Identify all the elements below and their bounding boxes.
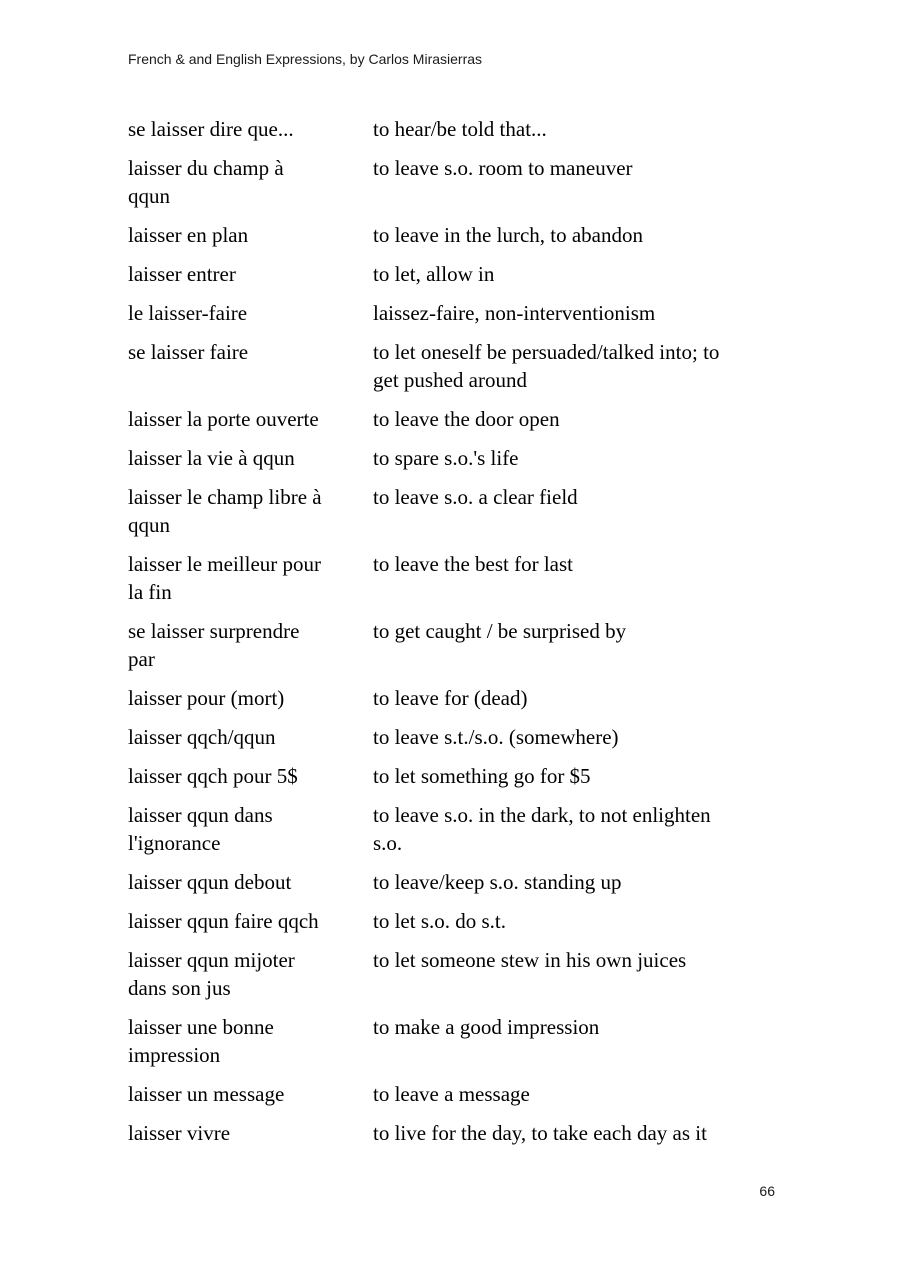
french-cell [128,684,373,712]
french-expression-line: laisser qqun dans [128,803,273,827]
english-cell [373,1013,813,1069]
expression-row [128,684,905,712]
expression-row [128,762,905,790]
expression-row [128,260,905,288]
english-cell [373,338,813,394]
french-cell [128,1080,373,1108]
english-translation-line: to leave s.t./s.o. (somewhere) [373,725,619,749]
english-cell [373,762,813,790]
english-translation-line: to leave the door open [373,407,560,431]
french-expression-line: laisser du champ à [128,156,284,180]
french-expression-line: l'ignorance [128,831,221,855]
expression-row [128,550,905,606]
french-cell [128,1119,373,1147]
english-translation-line: to get caught / be surprised by [373,619,627,643]
english-translation-line: get pushed around [373,368,527,392]
english-cell [373,1080,813,1108]
french-expression-line: se laisser faire [128,340,249,364]
french-expression-line: qqun [128,513,170,537]
expression-row [128,723,905,751]
french-cell [128,444,373,472]
french-expression-line: laisser qqun mijoter [128,948,295,972]
expression-row [128,221,905,249]
french-expression-line: laisser en plan [128,223,249,247]
english-translation-line: to spare s.o.'s life [373,446,519,470]
english-cell [373,154,813,210]
french-expression-line: laisser le champ libre à [128,485,322,509]
french-expression-line: par [128,647,155,671]
french-expression-line: qqun [128,184,170,208]
french-cell [128,1013,373,1069]
english-translation-line: to make a good impression [373,1015,600,1039]
expression-row [128,299,905,327]
english-translation-line: to let someone stew in his own juices [373,948,687,972]
english-cell [373,483,813,539]
french-expression-line: impression [128,1043,221,1067]
english-translation-line: s.o. [373,831,403,855]
french-cell [128,550,373,606]
expression-row [128,1080,905,1108]
french-expression-line: laisser une bonne [128,1015,274,1039]
english-translation-line: laissez-faire, non-interventionism [373,301,656,325]
english-translation-line: to leave/keep s.o. standing up [373,870,622,894]
french-expression-line: laisser la vie à qqun [128,446,295,470]
english-translation-line: to live for the day, to take each day as it [373,1121,707,1145]
expression-row [128,907,905,935]
english-translation-line: to leave the best for last [373,552,574,576]
english-cell [373,260,813,288]
expressions-list [128,115,905,1147]
expression-row [128,154,905,210]
expression-row [128,946,905,1002]
english-translation-line: to leave a message [373,1082,530,1106]
french-cell [128,762,373,790]
french-cell [128,154,373,210]
english-translation-line: to leave s.o. a clear field [373,485,578,509]
expression-row [128,617,905,673]
french-expression-line: laisser vivre [128,1121,231,1145]
english-cell [373,684,813,712]
french-expression-line: laisser qqch pour 5$ [128,764,298,788]
english-cell [373,801,813,857]
french-cell [128,221,373,249]
expression-row [128,338,905,394]
expression-row [128,1013,905,1069]
english-cell [373,723,813,751]
french-cell [128,907,373,935]
french-cell [128,946,373,1002]
french-expression-line: laisser qqun faire qqch [128,909,319,933]
english-cell [373,1119,813,1147]
french-cell [128,299,373,327]
document-header-title: French & and English Expressions, by Carlos Mirasierras [128,51,483,67]
french-cell [128,723,373,751]
english-translation-line: to let something go for $5 [373,764,591,788]
english-translation-line: to let, allow in [373,262,495,286]
expression-row [128,801,905,857]
english-translation-line: to leave for (dead) [373,686,528,710]
english-translation-line: to leave s.o. in the dark, to not enlighten [373,803,711,827]
english-translation-line: to let oneself be persuaded/talked into; to [373,340,720,364]
expression-row [128,1119,905,1147]
french-expression-line: laisser le meilleur pour [128,552,322,576]
expression-row [128,483,905,539]
french-expression-line: laisser la porte ouverte [128,407,319,431]
english-cell [373,299,813,327]
french-cell [128,260,373,288]
english-cell [373,946,813,1002]
english-translation-line: to leave in the lurch, to abandon [373,223,643,247]
english-cell [373,868,813,896]
french-cell [128,115,373,143]
french-cell [128,405,373,433]
french-cell [128,617,373,673]
expression-row [128,115,905,143]
french-expression-line: le laisser-faire [128,301,248,325]
english-cell [373,550,813,606]
english-cell [373,907,813,935]
english-cell [373,115,813,143]
french-expression-line: se laisser surprendre [128,619,300,643]
french-expression-line: laisser un message [128,1082,285,1106]
english-translation-line: to leave s.o. room to maneuver [373,156,633,180]
french-expression-line: laisser entrer [128,262,236,286]
french-cell [128,868,373,896]
english-cell [373,444,813,472]
expression-row [128,444,905,472]
french-cell [128,338,373,394]
expression-row [128,405,905,433]
french-expression-line: dans son jus [128,976,231,1000]
french-expression-line: la fin [128,580,172,604]
page-number: 66 [759,1183,775,1199]
french-expression-line: laisser qqun debout [128,870,292,894]
french-expression-line: laisser qqch/qqun [128,725,276,749]
french-expression-line: se laisser dire que... [128,117,294,141]
french-cell [128,801,373,857]
french-cell [128,483,373,539]
french-expression-line: laisser pour (mort) [128,686,285,710]
expression-row [128,868,905,896]
english-cell [373,221,813,249]
english-translation-line: to let s.o. do s.t. [373,909,507,933]
english-cell [373,405,813,433]
english-cell [373,617,813,673]
english-translation-line: to hear/be told that... [373,117,547,141]
